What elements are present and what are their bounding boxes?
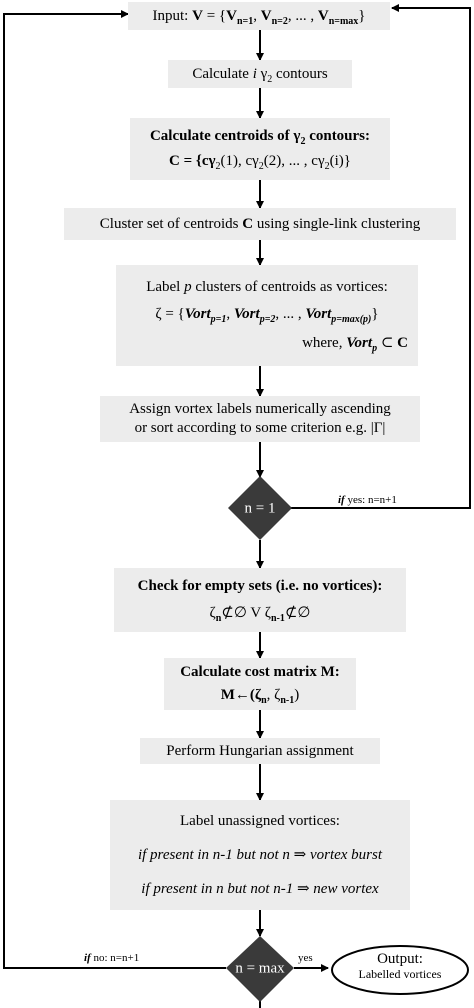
decision-nmax-label: n = max	[235, 960, 285, 977]
unassigned-box: Label unassigned vortices: if present in n-1 but not n ⇒ vortex burst if present in n but not n-1 ⇒ new vortex	[110, 800, 410, 910]
assign-labels-box: Assign vortex labels numerically ascending or sort according to some criterion e.g. |Γ|	[100, 396, 420, 442]
label-clusters-box: Label p clusters of centroids as vortices: ζ = {Vort$_{p=1}$, Vort$_{p=2}$, ... , Vort$_{p=max(p)}$} where, Vort$_p$ ⊂ C	[116, 265, 418, 366]
contours-box: Calculate i $\gamma_2$ contours	[168, 60, 352, 88]
cost-matrix-box: Calculate cost matrix M: $M\leftarrow(\zeta_n$, $\zeta_{n-1}$)	[164, 658, 356, 710]
input-box: Input: $V = \{V_{n=1}$, $V_{n=2}$, ... , $V_{n=max}$}	[128, 2, 390, 30]
edge-label-no-nmax: if no: n=n+1	[84, 952, 140, 964]
check-empty-box: Check for empty sets (i.e. no vortices): $\zeta_n⊄\emptyset$ V $\zeta_{n-1}⊄\emptyset$	[114, 568, 406, 632]
edge-label-yes-nmax: yes	[298, 952, 313, 964]
hungarian-box: Perform Hungarian assignment	[140, 738, 380, 764]
edge-label-yes-n1: if yes: n=n+1	[338, 494, 397, 506]
cluster-box: Cluster set of centroids C using single-link clustering	[64, 208, 456, 240]
decision-n1-label: n = 1	[244, 500, 276, 517]
centroids-box: Calculate centroids of $\gamma_2$ contours: $C = \{c\gamma_2(1)$, $c\gamma_2(2)$, ... , $c\gamma_2(i)$}	[130, 118, 390, 180]
output-label: Output: Labelled vortices	[358, 951, 442, 982]
